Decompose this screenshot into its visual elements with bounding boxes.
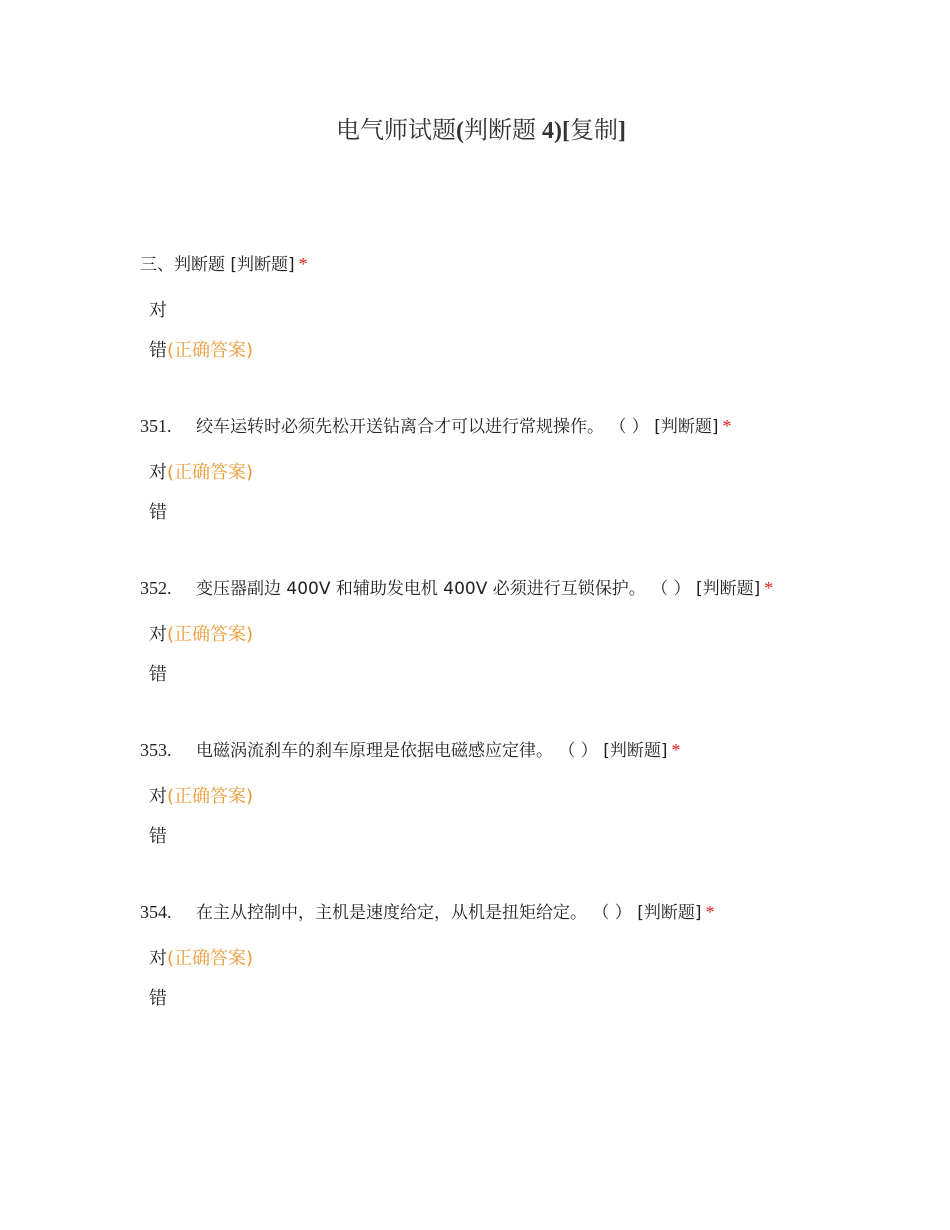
- correct-answer-label: (正确答案): [167, 786, 254, 807]
- question-number: 353.: [140, 740, 172, 760]
- question-line: [140, 414, 900, 439]
- question-type: [判断题]: [631, 903, 702, 923]
- question-line: [140, 900, 900, 925]
- question-number: 351.: [140, 416, 172, 436]
- option-false[interactable]: 错: [149, 502, 167, 523]
- question-type: [判断题]: [225, 255, 295, 275]
- question-block: [140, 252, 900, 363]
- option-true[interactable]: 对(正确答案): [149, 624, 254, 645]
- option-false[interactable]: 错: [149, 664, 167, 685]
- option-true[interactable]: 对(正确答案): [149, 948, 254, 969]
- question-line: [140, 576, 900, 601]
- option-true[interactable]: 对(正确答案): [149, 786, 254, 807]
- question-block: [140, 738, 900, 849]
- title-type: 判断题: [464, 118, 536, 144]
- question-line: [140, 738, 900, 763]
- title-paren: (: [456, 118, 464, 144]
- page-title: [0, 110, 950, 145]
- option-false[interactable]: 错: [149, 988, 167, 1009]
- correct-answer-label: (正确答案): [167, 462, 254, 483]
- question-block: [140, 900, 900, 1011]
- required-mark: *: [671, 740, 681, 760]
- required-mark: *: [298, 254, 308, 274]
- question-line: [140, 252, 900, 277]
- question-text: 在主从控制中，主机是速度给定，从机是扭矩给定。 （ ）: [196, 903, 632, 923]
- correct-answer-label: (正确答案): [167, 948, 254, 969]
- required-mark: *: [764, 578, 774, 598]
- required-mark: *: [722, 416, 732, 436]
- correct-answer-label: (正确答案): [167, 340, 254, 361]
- question-block: [140, 576, 900, 687]
- title-copy: 复制: [569, 118, 618, 144]
- option-false[interactable]: 错(正确答案): [149, 340, 254, 361]
- question-type: [判断题]: [597, 741, 668, 761]
- option-true[interactable]: 对: [149, 300, 167, 321]
- title-text: 电气师试题: [336, 118, 456, 144]
- question-text: 三、判断题: [140, 255, 225, 275]
- option-false[interactable]: 错: [149, 826, 167, 847]
- required-mark: *: [705, 902, 715, 922]
- title-bracket: ]: [617, 118, 626, 144]
- question-type: [判断题]: [690, 579, 761, 599]
- question-text: 变压器副边 400V 和辅助发电机 400V 必须进行互锁保护。 （ ）: [196, 579, 691, 599]
- question-type: [判断题]: [648, 417, 719, 437]
- question-block: [140, 414, 900, 525]
- question-text: 绞车运转时必须先松开送钻离合才可以进行常规操作。 （ ）: [196, 417, 649, 437]
- option-true[interactable]: 对(正确答案): [149, 462, 254, 483]
- question-text: 电磁涡流刹车的刹车原理是依据电磁感应定律。 （ ）: [196, 741, 598, 761]
- question-number: 354.: [140, 902, 172, 922]
- correct-answer-label: (正确答案): [167, 624, 254, 645]
- title-number: 4)[: [536, 118, 570, 144]
- question-number: 352.: [140, 578, 172, 598]
